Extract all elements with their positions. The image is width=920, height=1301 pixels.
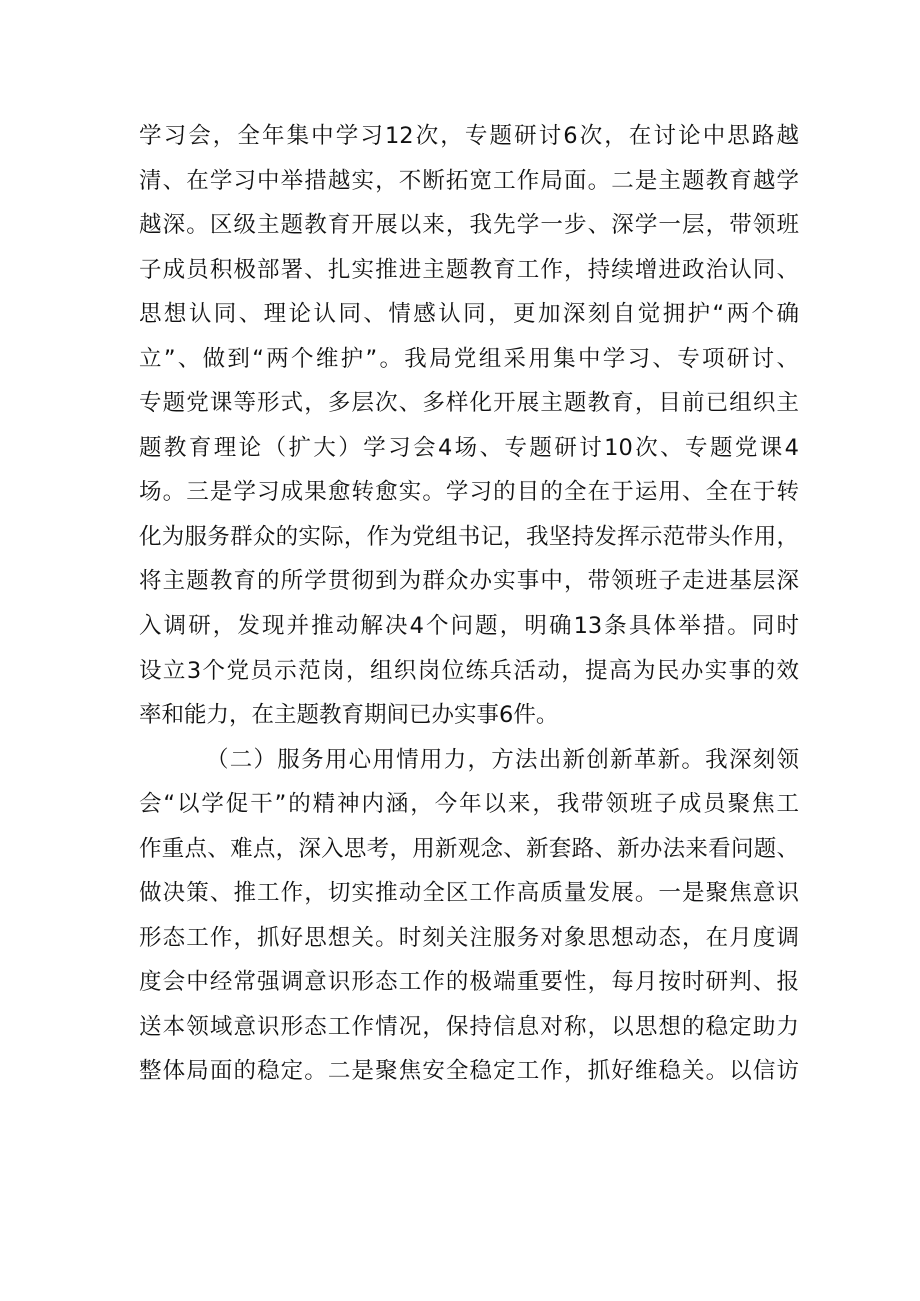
text-line: 化为服务群众的实际，作为党组书记，我坚持发挥示范带头作用， bbox=[139, 523, 799, 550]
text-line: 越深。区级主题教育开展以来，我先学一步、深学一层，带领班 bbox=[139, 212, 799, 239]
text-line: 会“以学促干”的精神内涵，今年以来，我带领班子成员聚焦工 bbox=[139, 791, 799, 818]
text-line: 思想认同、理论认同、情感认同，更加深刻自觉拥护“两个确 bbox=[139, 301, 799, 328]
text-line: 入调研，发现并推动解决4个问题，明确13条具体举措。同时 bbox=[139, 613, 799, 640]
text-line: 学习会，全年集中学习12次，专题研讨6次，在讨论中思路越 bbox=[139, 123, 799, 149]
text-line: 做决策、推工作，切实推动全区工作高质量发展。一是聚焦意识 bbox=[139, 880, 799, 907]
text-line: 形态工作，抓好思想关。时刻关注服务对象思想动态，在月度调 bbox=[139, 924, 799, 951]
text-line: 将主题教育的所学贯彻到为群众办实事中，带领班子走进基层深 bbox=[139, 568, 799, 595]
paragraph-start-line: （二）服务用心用情用力，方法出新创新革新。我深刻领 bbox=[206, 746, 799, 773]
text-line: 场。三是学习成果愈转愈实。学习的目的全在于运用、全在于转 bbox=[139, 479, 799, 506]
text-line: 度会中经常强调意识形态工作的极端重要性，每月按时研判、报 bbox=[139, 969, 799, 996]
text-line: 清、在学习中举措越实，不断拓宽工作局面。二是主题教育越学 bbox=[139, 167, 799, 194]
paragraph-end-line: 率和能力，在主题教育期间已办实事6件。 bbox=[139, 702, 559, 729]
text-line: 立”、做到“两个维护”。我局党组采用集中学习、专项研讨、 bbox=[139, 345, 799, 372]
body-text bbox=[139, 114, 799, 1094]
text-line: 作重点、难点，深入思考，用新观念、新套路、新办法来看问题、 bbox=[139, 835, 799, 862]
text-line: 子成员积极部署、扎实推进主题教育工作，持续增进政治认同、 bbox=[139, 256, 799, 283]
text-line: 整体局面的稳定。二是聚焦安全稳定工作，抓好维稳关。以信访 bbox=[139, 1058, 799, 1085]
text-line: 设立3个党员示范岗，组织岗位练兵活动，提高为民办实事的效 bbox=[139, 657, 799, 684]
text-line: 题教育理论（扩大）学习会4场、专题研讨10次、专题党课4 bbox=[139, 434, 799, 461]
text-line: 专题党课等形式，多层次、多样化开展主题教育，目前已组织主 bbox=[139, 390, 799, 417]
text-line: 送本领域意识形态工作情况，保持信息对称，以思想的稳定助力 bbox=[139, 1013, 799, 1040]
